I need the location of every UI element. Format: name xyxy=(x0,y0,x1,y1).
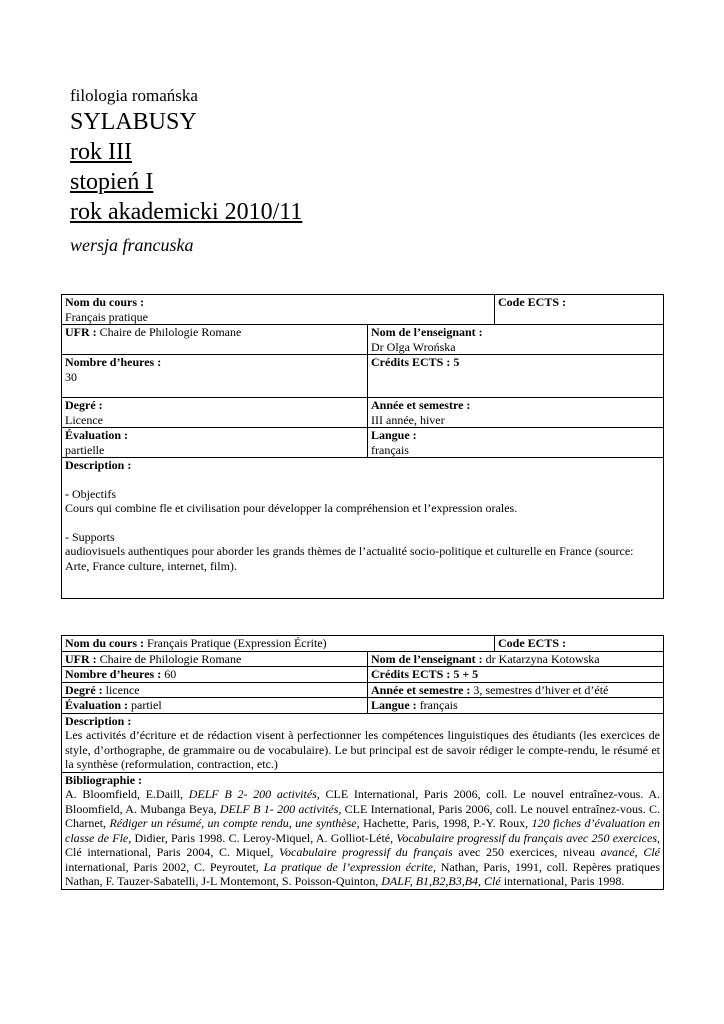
description-cell xyxy=(62,458,664,599)
bibliography-title: avancé xyxy=(600,845,635,859)
language-label: Langue : xyxy=(371,698,417,712)
year-semester-label: Année et semestre : xyxy=(371,398,471,412)
course-name-value: Français Pratique (Expression Écrite) xyxy=(144,636,327,650)
objectives-heading xyxy=(65,487,660,502)
language-cell xyxy=(368,698,664,714)
study-year: rok III xyxy=(70,139,132,165)
course-name-cell xyxy=(62,636,495,652)
bibliography-segment: , Didier, Paris 1998. C. Leroy-Miquel, A. Golliot-Lété, xyxy=(128,830,397,845)
bibliography-title: Clé xyxy=(484,874,501,888)
bibliography-title: , Vocabulaire progressif du français xyxy=(270,845,453,859)
course-table-2 xyxy=(61,635,664,890)
ects-code-cell: Code ECTS : xyxy=(495,295,664,325)
teacher-value: dr Katarzyna Kotowska xyxy=(482,651,600,666)
evaluation-label: Évaluation : xyxy=(65,698,129,712)
year-semester-value: 3, semestres d’hiver et d’été xyxy=(470,682,609,697)
evaluation-row xyxy=(62,698,664,714)
evaluation-value: partiel xyxy=(128,698,162,712)
description-row xyxy=(62,458,664,599)
objectives-text: Cours qui combine fle et civilisation pour développer la compréhension et l’expression orales. xyxy=(65,501,518,515)
bibliography-title: Rédiger un résumé, un compte rendu, une synthèse xyxy=(109,816,357,830)
description-label: Description : xyxy=(65,458,132,472)
course-table-1 xyxy=(61,294,664,599)
ects-code-cell: Code ECTS : xyxy=(495,636,664,652)
bibliography-segment: international, Paris 1998. xyxy=(500,874,625,888)
description-label: Description : xyxy=(65,713,132,728)
language-value: français xyxy=(371,442,409,457)
level-label: Degré : xyxy=(65,682,103,697)
academic-year: rok akademicki 2010/11 xyxy=(70,199,303,225)
bibliography-segment: avec 250 exercices, niveau xyxy=(452,845,601,859)
bibliography-title: Vocabulaire progressif du français avec 250 exercices xyxy=(396,830,657,845)
bibliography-segment: , Hachette, Paris, 1998, P.-Y. Roux, xyxy=(356,816,532,830)
bibliography-segment: A. Bloomfield, E.Daill, xyxy=(65,787,189,801)
language-cell xyxy=(368,428,664,458)
objectives-dash: - xyxy=(65,486,72,501)
supports-text: audiovisuels authentiques pour aborder les grands thèmes de l’actualité socio-politique et culturelle en France (source: Arte, France culture, internet, film). xyxy=(65,544,634,573)
language-label: Langue : xyxy=(371,428,417,442)
evaluation-value: partielle xyxy=(65,442,105,457)
credits-cell: Crédits ECTS : 5 xyxy=(368,355,664,398)
department-name: filologia romańska xyxy=(70,86,198,105)
degree-level: stopień I xyxy=(70,169,154,195)
bibliography-segment: CLE International, Paris 2006, coll. Le nouvel entraînez-vous. C. Charnet, xyxy=(65,801,660,830)
ufr-row xyxy=(62,325,664,355)
bibliography-segment: , xyxy=(478,874,485,888)
description-row xyxy=(62,713,664,772)
ufr-value: Chaire de Philologie Romane xyxy=(96,651,242,666)
version-note: wersja francuska xyxy=(70,235,194,255)
bibliography-cell xyxy=(62,772,664,889)
ufr-cell xyxy=(62,651,368,667)
course-name-label: Nom du cours : xyxy=(65,636,145,650)
teacher-label: Nom de l’enseignant : xyxy=(371,325,483,339)
year-semester-cell xyxy=(368,682,664,698)
year-semester-value: III année, hiver xyxy=(371,412,445,427)
bibliography-segment: CLE International, Paris 2006, coll. Le nouvel entraînez-vous. A. Bloomfield, A. Mubanga Beya, xyxy=(65,787,661,816)
credits-cell: Crédits ECTS : 5 + 5 xyxy=(368,667,664,683)
hours-value: 60 xyxy=(161,667,177,681)
level-value: Licence xyxy=(65,412,103,427)
objectives-label: Objectifs xyxy=(72,486,116,501)
level-label: Degré : xyxy=(65,398,103,412)
language-value: français xyxy=(416,698,458,712)
bibliography-title: DELF B 1- 200 activités, xyxy=(219,801,342,816)
course-row xyxy=(62,295,664,325)
level-row xyxy=(62,682,664,698)
bibliography-title: DELF B 2- 200 activités, xyxy=(188,787,320,801)
evaluation-cell xyxy=(62,428,368,458)
hours-row xyxy=(62,355,664,398)
level-value: licence xyxy=(102,682,140,697)
hours-row xyxy=(62,667,664,683)
bibliography-segment: international, Paris 2002, C. Peyroutet, xyxy=(65,859,264,874)
hours-label: Nombre d’heures : xyxy=(65,355,162,369)
bibliography-title: 120 fiches d’évaluation en classe de Fle xyxy=(65,816,661,845)
evaluation-row xyxy=(62,428,664,458)
bibliography-title: Clé xyxy=(643,845,660,859)
course-row xyxy=(62,636,664,652)
bibliography-segment: , Nathan, Paris, 1991, coll. Repères pratiques Nathan, F. Tauzer-Sabatelli, J-L Montemont, S. Poisson-Quinton, xyxy=(65,859,661,888)
supports-label: - Supports xyxy=(65,529,115,544)
level-cell xyxy=(62,682,368,698)
course-name-label: Nom du cours : xyxy=(65,295,145,309)
year-semester-cell xyxy=(368,398,664,428)
ufr-label: UFR : xyxy=(65,651,97,666)
bibliography-text xyxy=(65,787,660,889)
bibliography-segment: , xyxy=(634,845,644,859)
course-name-value: Français pratique xyxy=(65,309,148,324)
bibliography-title: La pratique de l’expression écrite xyxy=(263,859,433,874)
course-name-cell xyxy=(62,295,495,325)
year-semester-label: Année et semestre : xyxy=(371,682,471,697)
level-row xyxy=(62,398,664,428)
hours-cell xyxy=(62,667,368,683)
description-text: Les activités d’écriture et de rédaction visent à perfectionner les compétences linguistiques des étudiants (les exercices de style, d’orthographe, de grammaire ou de vocabulaire). Le but principal est de savoir rédiger le compte-rendu, le résumé et la synthèse (reformulation, contraction, etc.) xyxy=(65,728,660,771)
ufr-cell xyxy=(62,325,368,355)
teacher-cell xyxy=(368,325,664,355)
evaluation-cell xyxy=(62,698,368,714)
hours-cell xyxy=(62,355,368,398)
description-cell xyxy=(62,713,664,772)
teacher-value: Dr Olga Wrońska xyxy=(371,339,456,354)
level-cell xyxy=(62,398,368,428)
teacher-label: Nom de l’enseignant : xyxy=(371,651,483,666)
hours-label: Nombre d’heures : xyxy=(65,667,162,681)
teacher-cell xyxy=(368,651,664,667)
evaluation-label: Évaluation : xyxy=(65,428,129,442)
bibliography-title: DALF, B1,B2,B3,B4 xyxy=(381,874,479,888)
hours-value: 30 xyxy=(65,369,77,384)
document-title: SYLABUSY xyxy=(70,109,197,135)
bibliography-segment: , Clé international, Paris 2004, C. Miquel xyxy=(65,830,660,859)
ufr-row xyxy=(62,651,664,667)
ufr-label: UFR : xyxy=(65,325,97,339)
document-header xyxy=(70,86,302,256)
bibliography-row xyxy=(62,772,664,889)
bibliography-label: Bibliographie : xyxy=(65,772,143,787)
ufr-value: Chaire de Philologie Romane xyxy=(99,325,242,339)
